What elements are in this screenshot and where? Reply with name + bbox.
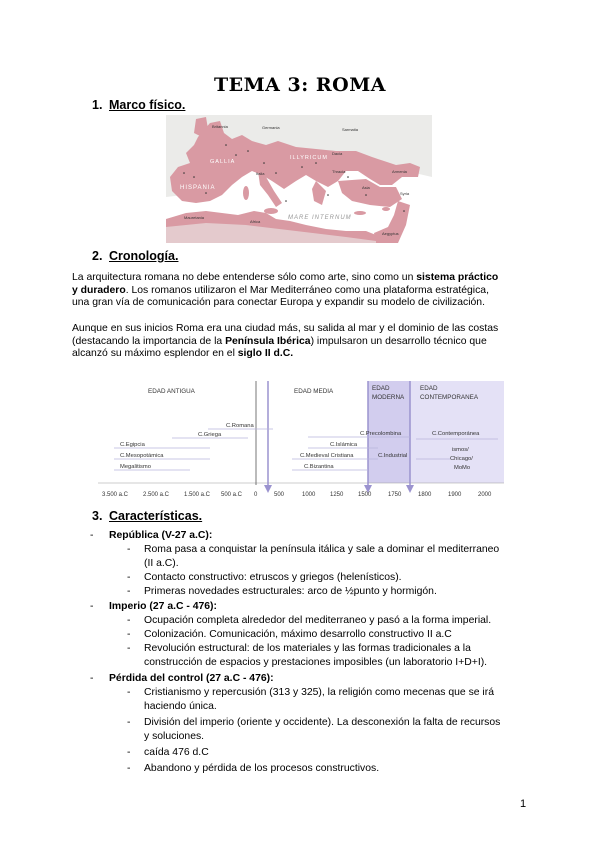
item-line: Primeras novedades estructurales: arco de ½punto y hormigón. [144, 586, 437, 597]
map-label-gallia: GALLIA [210, 159, 236, 165]
map-label-britannia: Britannia [212, 124, 228, 129]
section-heading-cronologia [92, 249, 178, 263]
item-line: División del imperio (oriente y occidente). La desconexión la falta de recursos [144, 717, 501, 728]
culture-chicago: Chicago/ [450, 456, 473, 462]
bullet-dash: - [90, 601, 94, 612]
item-line: y soluciones. [144, 731, 205, 742]
item-line: haciendo única. [144, 701, 217, 712]
list-item [127, 716, 527, 744]
list-item [127, 543, 527, 571]
section-number: 1. [92, 98, 103, 112]
culture-egipcia: C.Egipcia [120, 442, 145, 448]
culture-islamica: C.Islámica [330, 442, 358, 448]
list-item [127, 585, 527, 599]
list-item [127, 762, 527, 776]
map-label-syria: Syria [400, 191, 410, 196]
item-line: Cristianismo y repercusión (313 y 325), la religión como mecenas que se irá [144, 687, 494, 698]
section-title: Marco físico. [109, 98, 186, 112]
p2-text-1: Aunque en sus inicios Roma era una ciudad más, su salida al mar y el dominio de las costas [72, 323, 499, 334]
timeline-arrow-1800 [406, 485, 414, 493]
culture-precolombina: C.Precolombina [360, 431, 402, 437]
list-item [127, 746, 527, 760]
paragraph-arquitectura [72, 272, 532, 310]
roman-empire-map [166, 115, 432, 243]
period-edad-moderna-1: EDAD [372, 385, 390, 392]
bullet-dash: - [127, 586, 131, 597]
item-line: Revolución estructural: de los materiales y las formas tradicionales a la [144, 643, 471, 654]
bullet-dash: - [127, 544, 131, 555]
item-line: Colonización. Comunicación, máximo desarrollo constructivo II a.C [144, 629, 452, 640]
culture-bizantina: C.Bizantina [304, 464, 334, 470]
bullet-dash: - [127, 687, 131, 698]
list-item [127, 571, 527, 585]
section-number: 3. [92, 509, 103, 523]
paragraph-roma [72, 323, 532, 361]
map-label-italia: Italia [256, 171, 265, 176]
list-item [127, 686, 527, 714]
p1-bold-sistema: sistema práctico [416, 272, 499, 283]
culture-medieval-cristiana: C.Medieval Cristiana [300, 453, 354, 459]
tick-1750: 1750 [388, 492, 402, 498]
map-island-corsica [243, 186, 249, 200]
page-number: 1 [520, 798, 527, 810]
map-label-mare-internum: MARE INTERNUM [288, 215, 352, 221]
item-line: (II a.C). [144, 558, 179, 569]
list-item [127, 614, 527, 628]
bullet-dash: - [90, 530, 94, 541]
bullet-dash: - [127, 747, 131, 758]
list-item [127, 628, 527, 642]
map-label-armenia: Armenia [392, 169, 407, 174]
bullet-dash: - [127, 643, 131, 654]
map-label-africa: Africa [250, 219, 261, 224]
culture-contemporanea: C.Contemporánea [432, 431, 480, 437]
tick-1000: 1000 [302, 492, 316, 498]
map-island-cyprus [382, 207, 390, 211]
map-label-illyricum: ILLYRICUM [290, 155, 328, 161]
item-line: Roma pasa a conquistar la península itálica y sale a dominar el mediterraneo [144, 544, 500, 555]
chronology-timeline [98, 381, 504, 501]
map-label-sarmatia: Sarmatia [342, 127, 359, 132]
item-line: Ocupación completa alrededor del mediterraneo y pasó a la forma imperial. [144, 615, 492, 626]
tick-1500: 1500 [358, 492, 372, 498]
period-edad-contemporanea-2: CONTEMPORANEA [420, 394, 479, 401]
period-edad-media: EDAD MEDIA [294, 388, 334, 395]
page-title: TEMA 3: ROMA [214, 74, 386, 96]
p1-text-3: una gran vía de comunicación para conectar Europa y expandir su modelo de civilización. [72, 297, 485, 309]
tick-0: 0 [254, 492, 258, 498]
bullet-dash: - [90, 673, 94, 684]
p1-text: La arquitectura romana no debe entenderse sólo como arte, sino como un [72, 272, 417, 283]
culture-momo: MoMo [454, 465, 471, 471]
map-island-creta [354, 211, 366, 215]
item-line: caída 476 d.C [144, 747, 209, 758]
map-label-asia: Asia [362, 185, 370, 190]
map-label-mauretania: Mauretania [184, 215, 205, 220]
group-title: Pérdida del control (27 a.C - 476): [109, 673, 274, 684]
bullet-dash: - [127, 572, 131, 583]
bullet-dash: - [127, 717, 131, 728]
item-line: construcción de espacios y prestaciones imposibles (un laboratorio I+D+I). [144, 657, 488, 668]
map-label-aegyptus: Aegyptus [382, 231, 399, 236]
section-title: Características. [109, 509, 203, 523]
culture-megalitismo: Megalitismo [120, 464, 151, 470]
culture-mesopotamica: C.Mesopotámica [120, 453, 164, 459]
bullet-dash: - [127, 763, 131, 774]
list-item [127, 642, 527, 670]
bullet-dash: - [127, 629, 131, 640]
section-heading-marco-fisico [92, 98, 185, 112]
culture-griega: C.Griega [198, 432, 222, 438]
group-title: República (V-27 a.C): [109, 530, 213, 541]
map-label-hispania: HISPANIA [180, 185, 216, 191]
bullet-dash: - [127, 615, 131, 626]
timeline-arrow-500 [264, 485, 272, 493]
p2-text-3a: alcanzó su máximo esplendor en el [72, 348, 238, 360]
culture-industrial: C.Industrial [378, 453, 408, 459]
tick-2000: 2000 [478, 492, 492, 498]
map-label-dacia: Dacia [332, 151, 343, 156]
tick-1250: 1250 [330, 492, 344, 498]
tick-500ac: 500 a.C [221, 492, 243, 498]
p2-text-2b: ) impulsaron un desarrollo técnico que [310, 335, 487, 347]
section-heading-caracteristicas [92, 509, 202, 523]
tick-3500ac: 3.500 a.C [102, 492, 129, 498]
p2-text-2a: (destacando la importancia de la [72, 335, 226, 347]
p1-text-2: . Los romanos utilizaron el Mar Mediterráneo como una plataforma estratégica, [125, 284, 489, 296]
p2-bold-peninsula: Península Ibérica [225, 335, 311, 347]
tick-1800: 1800 [418, 492, 432, 498]
culture-ismos: ismos/ [452, 447, 469, 453]
tick-2500ac: 2.500 a.C [143, 492, 170, 498]
period-edad-moderna-2: MODERNA [372, 394, 405, 401]
p2-bold-siglo: siglo II d.C. [237, 348, 294, 360]
tick-1900: 1900 [448, 492, 462, 498]
section-number: 2. [92, 249, 103, 263]
section-title: Cronología. [109, 249, 179, 263]
item-line: Contacto constructivo: etruscos y griegos (helenísticos). [144, 572, 402, 583]
tick-1500ac: 1.500 a.C [184, 492, 211, 498]
period-edad-contemporanea-1: EDAD [420, 385, 438, 392]
p1-bold-duradero: y duradero [72, 284, 126, 296]
map-label-thracia: Thracia [332, 169, 346, 174]
map-label-germania: Germania [262, 125, 280, 130]
period-edad-antigua: EDAD ANTIGUA [148, 388, 195, 395]
group-title: Imperio (27 a.C - 476): [109, 601, 217, 612]
tick-500: 500 [274, 492, 285, 498]
map-island-sicilia [264, 208, 278, 214]
item-line: Abandono y pérdida de los procesos constructivos. [144, 763, 380, 774]
culture-romana: C.Romana [226, 423, 254, 429]
